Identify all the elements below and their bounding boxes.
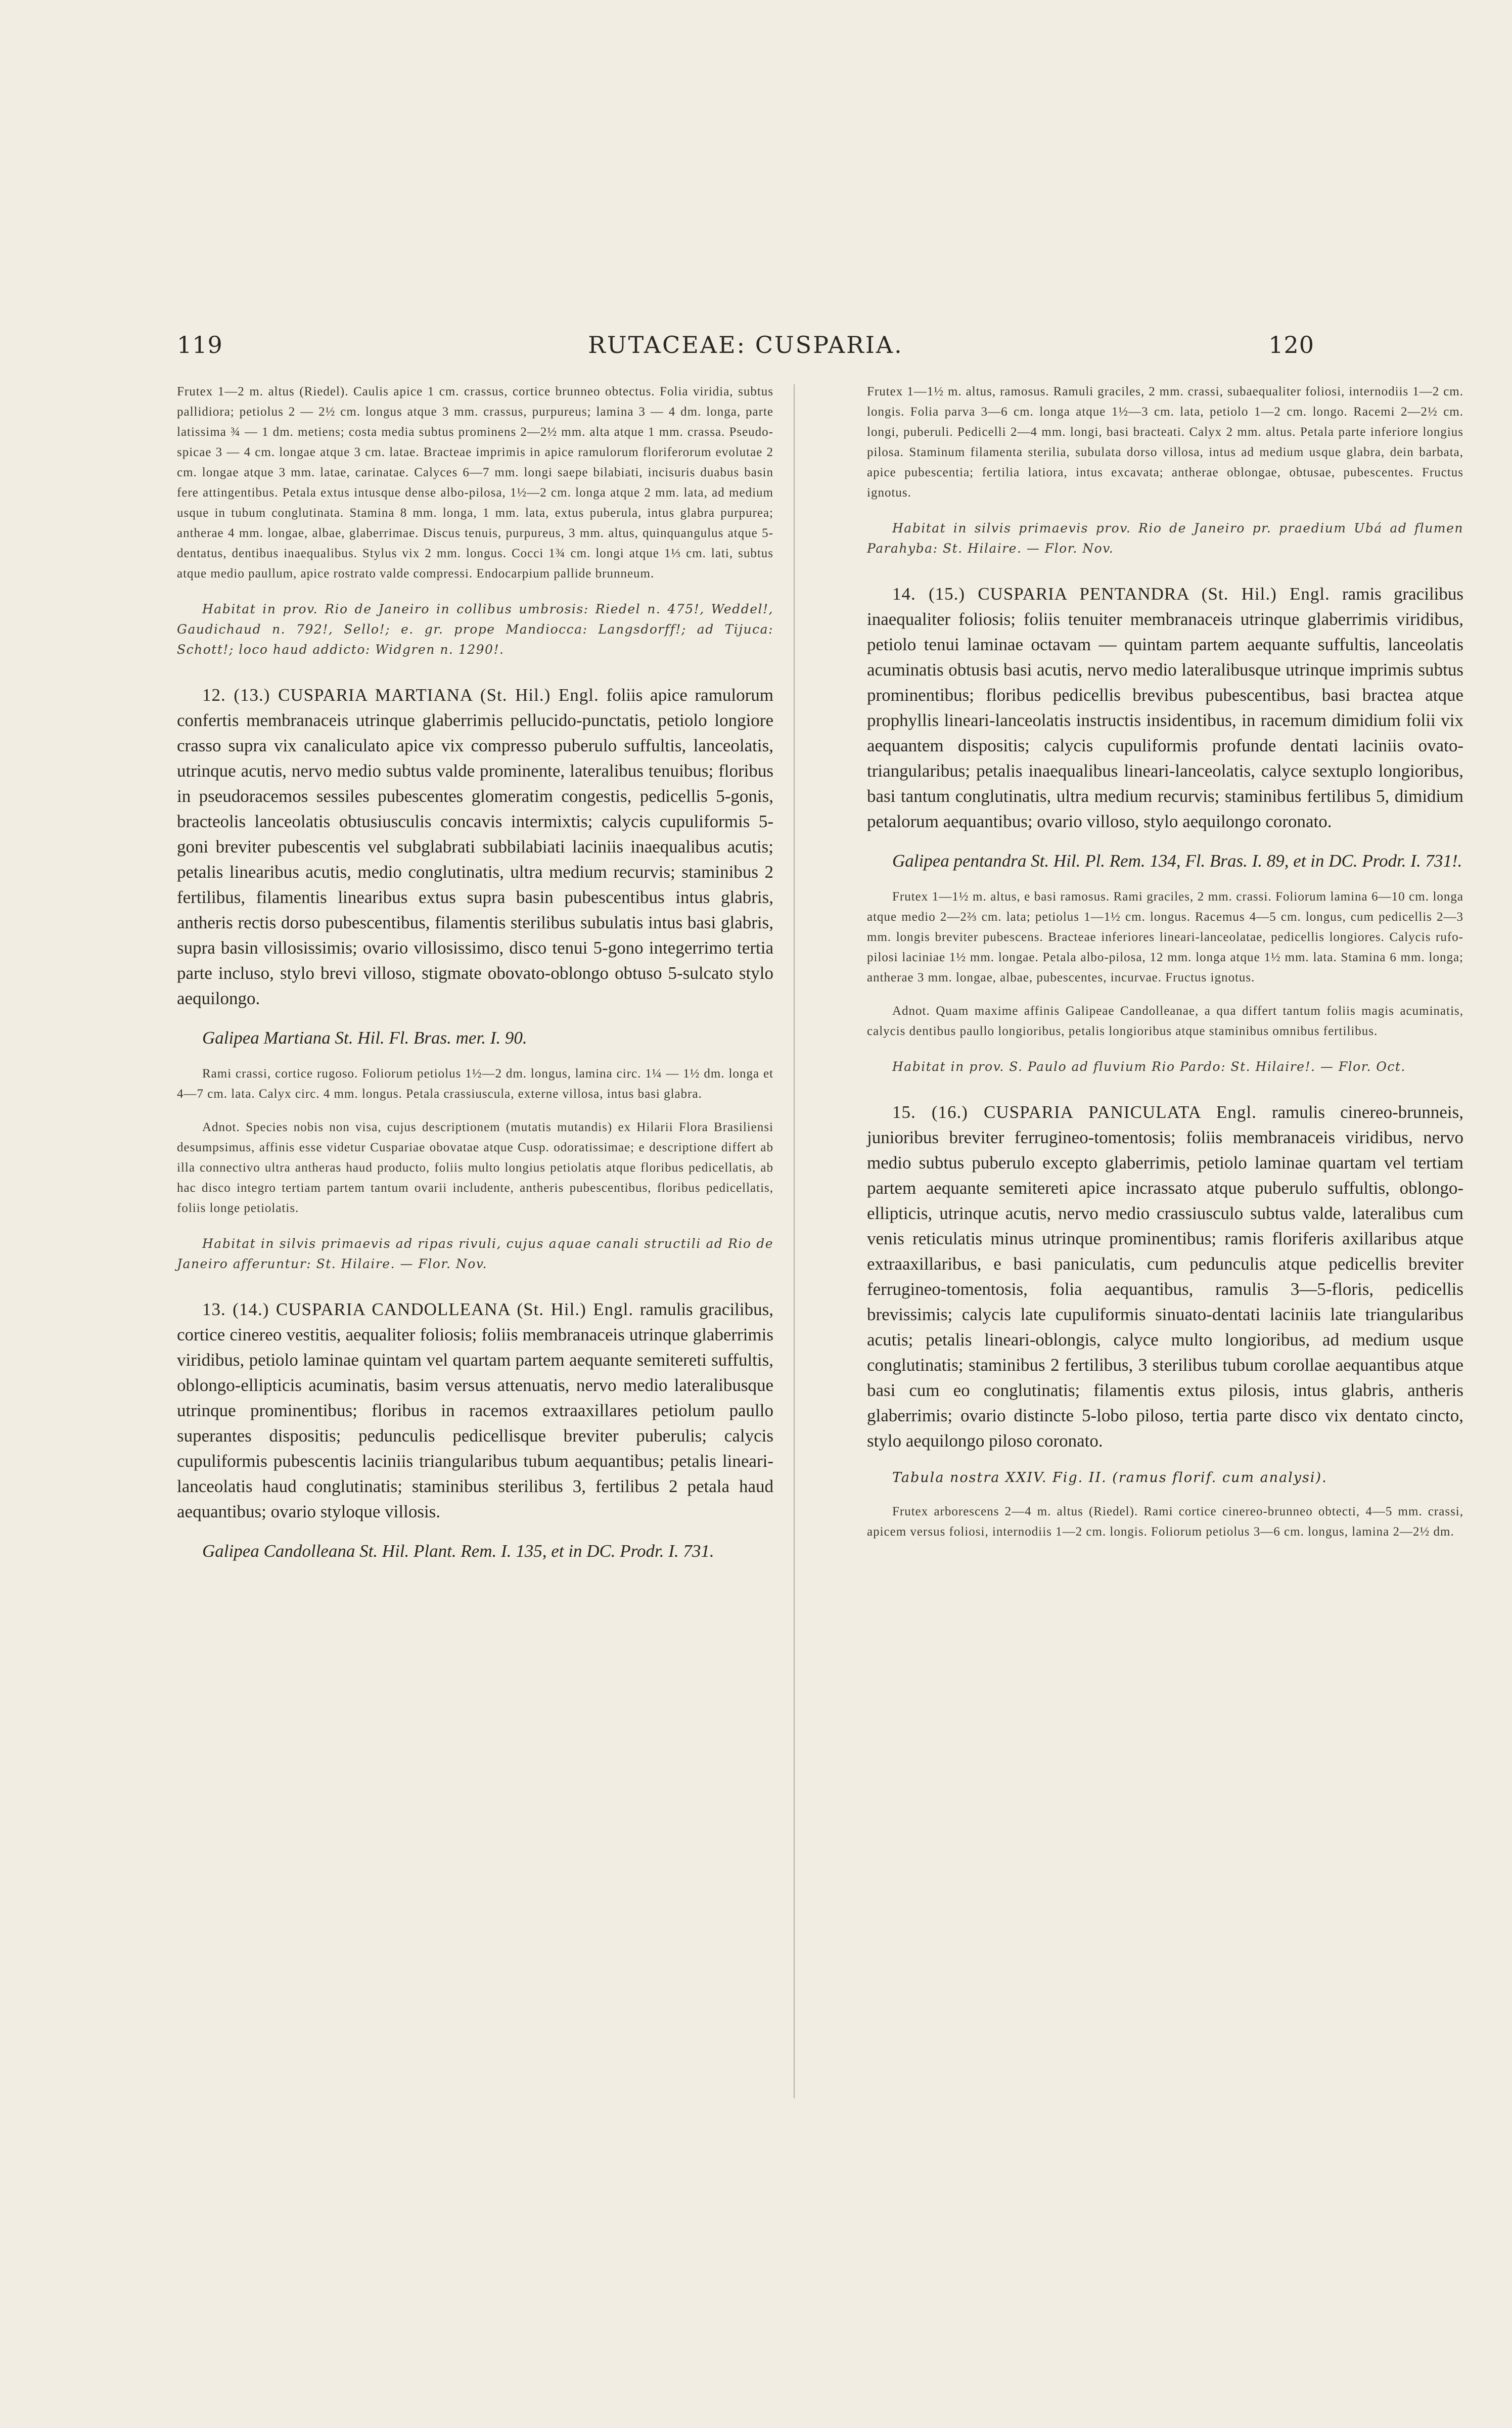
species-13-text: ramulis gracilibus, cortice cinereo vestitis, aequaliter foliosis; foliis membranaceis utrinque glaberrimis viridibus, petiolo laminae quintam vel quartam partem aequante semitereti suffultis, oblongo-ellipticis acuminatis, basim versus attenuatis, nervo medio lateralibusque utrinque prominentibus; floribus in racemos extraaxillares petiolum paullo superantes dispositis; pedunculis pedicellisque breviter puberulis; calycis cupuliformis pubescentis laciniis triangularibus tubum aequantibus; petalis lineari-lanceolatis haud conglutinatis; staminibus sterilibus 3, fertilibus 2 petala haud aequantibus; ovario styloque villosis. xyxy=(177,1299,773,1521)
habitat-paragraph: Habitat in prov. Rio de Janeiro in collibus umbrosis: Riedel n. 475!, Weddel!, Gaudichaud n. 792!, Sello!; e. gr. prope Mandiocca: Langsdorff!; ad Tijuca: Schott!; loco haud addicto: Widgren n. 1290!. xyxy=(177,602,773,657)
species-15-plate-reference: Tabula nostra XXIV. Fig. II. (ramus florif. cum analysi). xyxy=(892,1470,1327,1486)
right-column xyxy=(867,382,1463,1542)
species-14-description: Frutex 1—1½ m. altus, e basi ramosus. Rami graciles, 2 mm. crassi. Foliorum lamina 6—10 cm. longa atque medio 2—2⅔ cm. lata; petiolus 1—1½ cm. longus. Racemus 4—5 cm. longus, cum pedicellis 2—3 mm. longis breviter pubescens. Bracteae inferiores lineari-lanceolatae, pedicellis longiores. Calycis rufo-pilosi laciniae 1½ mm. longae. Petala albo-pilosa, 12 mm. longa atque 1½ mm. lata. Stamina 6 mm. longa; antherae 3 mm. longae, albae, pubescentes, incurvae. Fructus ignotus. xyxy=(867,890,1463,984)
running-header xyxy=(177,331,1314,372)
species-15-description: Frutex arborescens 2—4 m. altus (Riedel). Rami cortice cinereo-brunneo obtecti, 4—5 mm. crassi, apicem versus foliosi, internodiis 1—2 cm. longis. Foliorum petiolus 3—6 cm. longus, lamina 2—2½ dm. xyxy=(867,1505,1463,1539)
species-13-diagnosis xyxy=(177,1297,773,1524)
species-15-heading: 15. (16.) CUSPARIA PANICULATA Engl. xyxy=(892,1102,1257,1122)
species-15-text: ramulis cinereo-brunneis, junioribus breviter ferrugineo-tomentosis; foliis membranaceis viridibus, nervo medio subtus puberulo excepto glaberrimis, petiolo laminae quartam vel tertiam partem aequante semitereti apice incrassato atque puberulo suffultis, oblongo-ellipticis, utrinque acutis, nervo medio crassiusculo subtus valde, lateralibus cum venis reticulatis minus utrinque prominentibus; ramis floriferis axillaribus atque extraaxillaribus, e basi paniculatis, cum pedunculis atque pedicellis breviter ferrugineo-tomentosis, folia aequantibus, ramulis 3—5-floris, pedicellis brevissimis; calycis late cupuliformis sinuato-dentati laciniis late triangularibus acutis; petalis lineari-oblongis, calyce multo longioribus, ad medium usque conglutinatis; staminibus 2 fertilibus, 3 sterilibus tubum corollae aequantibus atque basi cum eo conglutinatis; filamentis extus pilosis, intus glabris, antheris glaberrimis; ovario distincte 5-lobo piloso, tertia parte disco vix dentato cincto, stylo aequilongo piloso coronato. xyxy=(867,1102,1464,1451)
description-paragraph: Frutex 1—2 m. altus (Riedel). Caulis apice 1 cm. crassus, cortice brunneo obtectus. Folia viridia, subtus pallidiora; petiolus 2 — 2½ cm. longus atque 3 mm. crassus, purpureus; lamina 3 — 4 dm. longa, parte latissima ¾ — 1 dm. metiens; costa media subtus prominens 2—2½ mm. alta atque 1 mm. crassa. Pseudo-spicae 3 — 4 cm. longae atque 3 cm. latae. Bracteae imprimis in apice ramulorum floriferorum evolutae 2 cm. longae atque 3 mm. latae, carinatae. Calyces 6—7 mm. longi saepe bilabiati, incisuris duabus basin fere attingentibus. Petala extus intusque dense albo-pilosa, 1½—2 cm. longa atque 2 mm. lata, ad medium usque in tubum conglutinata. Stamina 8 mm. longa, 1 mm. lata, extus puberula, intus glabra purpurea; antherae 4 mm. longae, albae, glaberrimae. Discus tenuis, purpureus, 3 mm. altus, quinquangulus atque 5-dentatus, dentibus inaequalibus. Stylus vix 2 mm. longus. Cocci 1¾ cm. longi atque 1⅓ cm. lati, subtus atque medio paullum, apice rostrato valde compressi. Endocarpium pallide brunneum. xyxy=(177,385,773,580)
page-number-left: 119 xyxy=(177,331,223,358)
species-14-synonym: Galipea pentandra St. Hil. Pl. Rem. 134, Fl. Bras. I. 89, et in DC. Prodr. I. 731!. xyxy=(892,851,1462,871)
species-14-habitat: Habitat in prov. S. Paulo ad fluvium Rio Pardo: St. Hilaire!. — Flor. Oct. xyxy=(892,1059,1406,1074)
description-paragraph: Frutex 1—1½ m. altus, ramosus. Ramuli graciles, 2 mm. crassi, subaequaliter foliosi, internodiis 1—2 cm. longis. Folia parva 3—6 cm. longa atque 1½—3 cm. lata, petiolo 1—2 cm. longo. Racemi 2—2½ cm. longi, puberuli. Pedicelli 2—4 mm. longi, basi bracteati. Calyx 2 mm. altus. Petala parte inferiore longius pilosa. Staminum filamenta sterilia, subulata dorso villosa, intus ad medium usque glabra, dein barbata, apice pubescentia; fertilia latiora, intus excavata; antherae oblongae, obtusae, pubescentes. Fructus ignotus. xyxy=(867,385,1463,500)
species-14-text: ramis gracilibus inaequaliter foliosis; foliis tenuiter membranaceis utrinque glaberrimis viridibus, petiolo tenui laminae octavam — quintam partem aequante suffultis, lanceolatis acuminatis obtusis basi acutis, nervo medio lateralibusque utrinque imprimis subtus prominentibus; floribus pedicellis brevibus pubescentibus, basi bractea atque prophyllis lineari-lanceolatis instructis insidentibus, in racemum dimidium folii vix aequantem dispositis; calycis cupuliformis profunde dentati laciniis ovato-triangularibus; petalis inaequalibus lineari-lanceolatis, calyce sextuplo longioribus, basi tantum conglutinatis, ultra medium recurvis; staminibus fertilibus 5, dimidium petalorum aequantibus; ovario villoso, stylo aequilongo coronato. xyxy=(867,584,1464,831)
species-12-habitat: Habitat in silvis primaevis ad ripas rivuli, cujus aquae canali structili ad Rio de Janeiro afferuntur: St. Hilaire. — Flor. Nov. xyxy=(177,1236,773,1271)
species-12-note: Adnot. Species nobis non visa, cujus descriptionem (mutatis mutandis) ex Hilarii Flora Brasiliensi desumpsimus, affinis esse videtur Cuspariae obovatae atque Cusp. odoratissimae; e descriptione differt ab illa connectivo ultra antheras haud producto, foliis multo longius petiolatis atque floribus pedicellatis, ab hac disco integro tertiam partem tantum ovarii includente, antheris pubescentibus, floribus pedicellatis, foliis longe petiolatis. xyxy=(177,1120,773,1215)
species-12-text: foliis apice ramulorum confertis membranaceis utrinque glaberrimis pellucido-punctatis, petiolo longiore crasso supra vix canaliculato apice vix compresso puberulo suffultis, lanceolatis, utrinque acutis, nervo medio subtus valde prominente, lateralibus tenuibus; floribus in pseudoracemos sessiles pubescentes glomeratim congestis, pedicellis 5-gonis, bracteolis lanceolatis obtusiusculis concavis intermixtis; calycis cupuliformis 5-goni breviter pubescentis vel subglabrati subbilabiati laciniis inaequalibus acutis; petalis linearibus acutis, medio conglutinatis, ultra medium recurvis; staminibus 2 fertilibus, filamentis linearibus extus supra basin pubescentibus intus glabris, antheris rectis dorso pubescentibus, filamentis sterilibus subulatis intus basi glabris, supra basin villosissimis; ovario villosissimo, disco tenui 5-gono integerrimo tertia parte incluso, stylo brevi villoso, stigmate obovato-oblongo obtuso 5-sulcato stylo aequilongo. xyxy=(177,685,774,1008)
species-12-synonym: Galipea Martiana St. Hil. Fl. Bras. mer. I. 90. xyxy=(202,1028,527,1048)
species-13-synonym: Galipea Candolleana St. Hil. Plant. Rem. I. 135, et in DC. Prodr. I. 731. xyxy=(202,1541,714,1561)
left-column xyxy=(177,382,773,1564)
page-number-right: 120 xyxy=(1268,331,1314,358)
species-14-note: Adnot. Quam maxime affinis Galipeae Candolleanae, a qua differt tantum foliis magis acuminatis, calycis dentibus paullo longioribus, petalis longioribus atque staminibus omnibus fertilibus. xyxy=(867,1004,1463,1038)
species-12-heading: 12. (13.) CUSPARIA MARTIANA (St. Hil.) Engl. xyxy=(202,685,599,705)
column-divider xyxy=(794,384,795,2098)
species-12-description: Rami crassi, cortice rugoso. Foliorum petiolus 1½—2 dm. longus, lamina circ. 1¼ — 1½ dm. longa et 4—7 cm. lata. Calyx circ. 4 mm. longus. Petala crassiuscula, externe villosa, intus basi glabra. xyxy=(177,1067,773,1101)
species-12-diagnosis xyxy=(177,683,773,1011)
species-14-diagnosis xyxy=(867,581,1463,834)
habitat-paragraph: Habitat in silvis primaevis prov. Rio de Janeiro pr. praedium Ubá ad flumen Parahyba: St. Hilaire. — Flor. Nov. xyxy=(867,521,1463,556)
species-15-diagnosis xyxy=(867,1100,1463,1454)
species-14-heading: 14. (15.) CUSPARIA PENTANDRA (St. Hil.) Engl. xyxy=(892,584,1330,604)
running-title: RUTACEAE: CUSPARIA. xyxy=(588,331,903,358)
species-13-heading: 13. (14.) CUSPARIA CANDOLLEANA (St. Hil.) Engl. xyxy=(202,1299,634,1319)
